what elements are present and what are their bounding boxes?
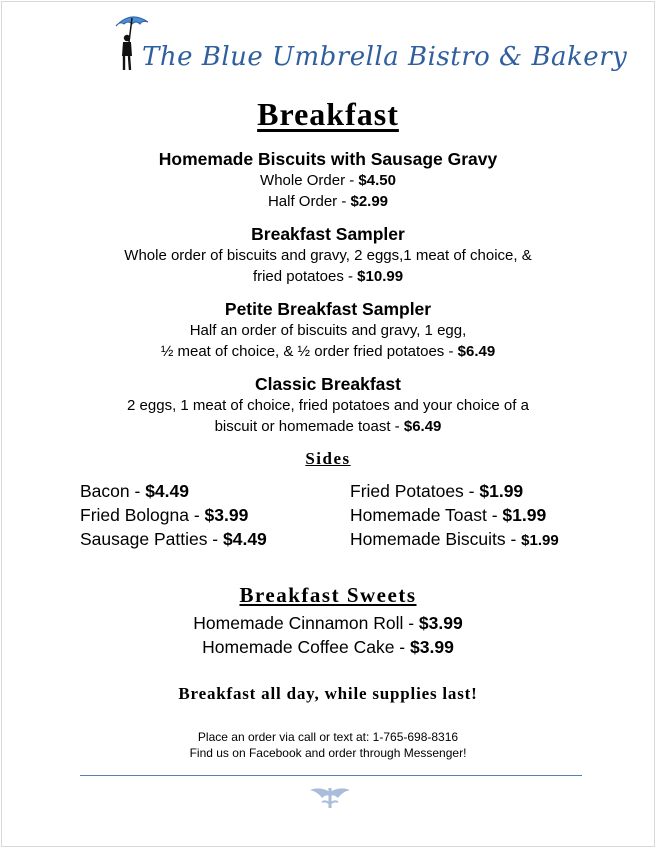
menu-item-name: Petite Breakfast Sampler: [224, 299, 432, 319]
side-item: Sausage Patties - $4.49: [80, 529, 267, 549]
price: $3.99: [418, 613, 463, 633]
menu-item-line: Half an order of biscuits and gravy, 1 egg,: [189, 322, 467, 339]
sides-heading: Sides: [305, 449, 351, 468]
side-item: Fried Bologna - $3.99: [80, 505, 249, 525]
brand-logo: [114, 12, 628, 82]
menu-item-line: 2 eggs, 1 meat of choice, fried potatoes and your choice of a: [127, 397, 529, 414]
menu-item-line: Whole Order - $4.50: [260, 172, 396, 189]
menu-item-line: fried potatoes - $10.99: [252, 268, 404, 285]
sides-right-column: [350, 479, 559, 553]
menu-item-breakfast-sampler: [62, 223, 594, 287]
side-item: Bacon - $4.49: [80, 481, 189, 501]
price: $4.50: [358, 172, 396, 189]
side-item: Homemade Biscuits - $1.99: [350, 529, 559, 549]
sweets-heading: Breakfast Sweets: [239, 583, 417, 607]
price: $10.99: [357, 268, 404, 285]
sweet-item: Homemade Cinnamon Roll - $3.99: [193, 613, 463, 633]
menu-item-classic-breakfast: [62, 373, 594, 437]
sweets-list: [2, 611, 654, 659]
side-item: Homemade Toast - $1.99: [350, 505, 547, 525]
menu-item-name: Homemade Biscuits with Sausage Gravy: [158, 149, 498, 169]
price: $4.49: [145, 481, 189, 501]
menu-item-line: biscuit or homemade toast - $6.49: [214, 418, 442, 435]
price: $6.49: [457, 343, 496, 360]
price: $1.99: [502, 505, 547, 525]
contact-info: [2, 729, 654, 761]
menu-item-petite-sampler: [62, 298, 594, 362]
menu-item-biscuits-gravy: [62, 148, 594, 212]
price: $2.99: [350, 193, 389, 210]
page-title: Breakfast: [257, 96, 399, 132]
price: $1.99: [479, 481, 524, 501]
side-item: Fried Potatoes - $1.99: [350, 481, 524, 501]
footer-divider: [80, 775, 582, 776]
price: $1.99: [521, 532, 559, 549]
menu-item-line: ½ meat of choice, & ½ order fried potatoes - $6.49: [160, 343, 496, 360]
price: $3.99: [410, 637, 454, 657]
price: $4.49: [223, 529, 267, 549]
all-day-note: Breakfast all day, while supplies last!: [178, 684, 478, 703]
menu-item-line: Whole order of biscuits and gravy, 2 eggs,1 meat of choice, &: [124, 247, 532, 264]
sweet-item: Homemade Coffee Cake - $3.99: [202, 637, 454, 657]
flourish-ornament-icon: [308, 784, 352, 810]
sides-left-column: [80, 479, 267, 551]
menu-page: [1, 1, 655, 847]
brand-name: The Blue Umbrella Bistro & Bakery: [142, 42, 628, 72]
price: $3.99: [204, 505, 249, 525]
price: $6.49: [403, 418, 442, 435]
menu-item-line: Half Order - $2.99: [267, 193, 389, 210]
contact-phone: Place an order via call or text at: 1-765-698-8316: [197, 730, 459, 744]
menu-item-name: Breakfast Sampler: [251, 224, 405, 244]
contact-facebook: Find us on Facebook and order through Messenger!: [189, 746, 467, 760]
menu-item-name: Classic Breakfast: [255, 374, 401, 394]
